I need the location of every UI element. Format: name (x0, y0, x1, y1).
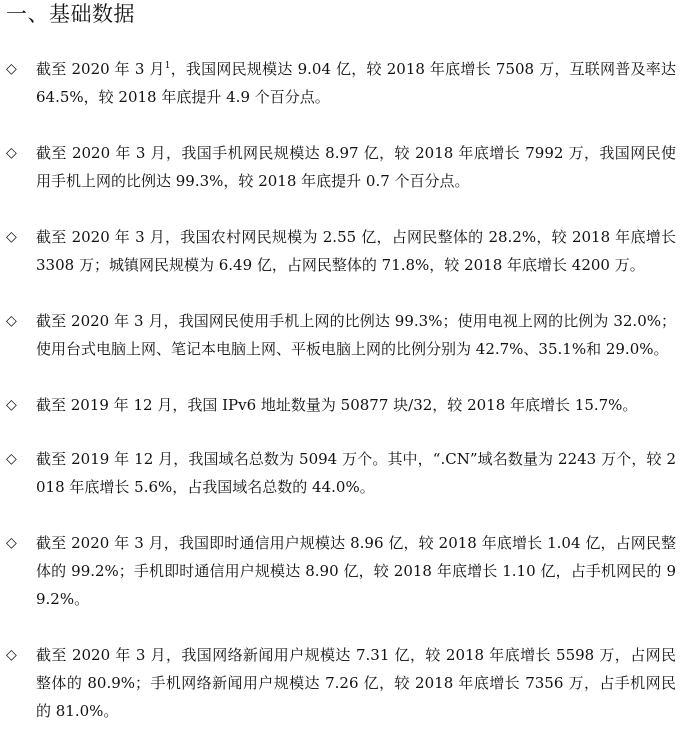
bullet-text: 截至 2020 年 3 月，我国即时通信用户规模达 8.96 亿，较 2018 年底增长 1.04 亿，占网民整体的 99.2%；手机即时通信用户规模达 8.90 亿，较 2018 年底增长 1.10 亿，占手机网民的 99.2%。 (36, 534, 676, 608)
section-title: 一、基础数据 (6, 2, 135, 26)
bullet-text (36, 55, 676, 111)
bullet-text-part: 截至 2020 年 3 月 (36, 60, 165, 78)
bullet-item-8 (6, 641, 676, 725)
diamond-bullet-icon: ◇ (6, 397, 17, 413)
bullet-item-7 (6, 529, 676, 613)
bullet-text: 截至 2020 年 3 月，我国网民使用手机上网的比例达 99.3%；使用电视上网的比例为 32.0%；使用台式电脑上网、笔记本电脑上网、平板电脑上网的比例分别为 42.7%、35.1%和 29.0%。 (36, 312, 676, 358)
bullet-item-5 (6, 391, 676, 419)
diamond-bullet-icon: ◇ (6, 313, 17, 329)
diamond-bullet-icon: ◇ (6, 145, 17, 161)
bullet-text: 截至 2020 年 3 月，我国手机网民规模达 8.97 亿，较 2018 年底增长 7992 万，我国网民使用手机上网的比例达 99.3%，较 2018 年底提升 0.7 个百分点。 (36, 144, 676, 190)
bullet-item-3 (6, 223, 676, 279)
bullet-item-2 (6, 139, 676, 195)
bullet-text: 截至 2019 年 12 月，我国 IPv6 地址数量为 50877 块/32，较 2018 年底增长 15.7%。 (36, 396, 638, 414)
diamond-bullet-icon: ◇ (6, 229, 17, 245)
bullet-text: 截至 2019 年 12 月，我国域名总数为 5094 万个。其中，“.CN”域名数量为 2243 万个，较 2018 年底增长 5.6%，占我国域名总数的 44.0%。 (36, 450, 676, 496)
bullet-text-part: ，我国网民规模达 9.04 亿，较 2018 年底增长 7508 万，互联网普及率达 64.5%，较 2018 年底提升 4.9 个百分点。 (36, 60, 677, 106)
footnote-marker[interactable]: 1 (164, 61, 171, 71)
diamond-bullet-icon: ◇ (6, 451, 17, 467)
bullet-item-1 (6, 55, 676, 111)
bullet-item-6 (6, 445, 676, 501)
diamond-bullet-icon: ◇ (6, 61, 17, 77)
bullet-text: 截至 2020 年 3 月，我国农村网民规模为 2.55 亿，占网民整体的 28.2%，较 2018 年底增长 3308 万；城镇网民规模为 6.49 亿，占网民整体的 71.8%，较 2018 年底增长 4200 万。 (36, 228, 676, 274)
diamond-bullet-icon: ◇ (6, 535, 17, 551)
diamond-bullet-icon: ◇ (6, 647, 17, 663)
bullet-item-4 (6, 307, 676, 363)
bullet-list (6, 55, 676, 725)
bullet-text: 截至 2020 年 3 月，我国网络新闻用户规模达 7.31 亿，较 2018 年底增长 5598 万，占网民整体的 80.9%；手机网络新闻用户规模达 7.26 亿，较 2018 年底增长 7356 万，占手机网民的 81.0%。 (36, 646, 676, 720)
